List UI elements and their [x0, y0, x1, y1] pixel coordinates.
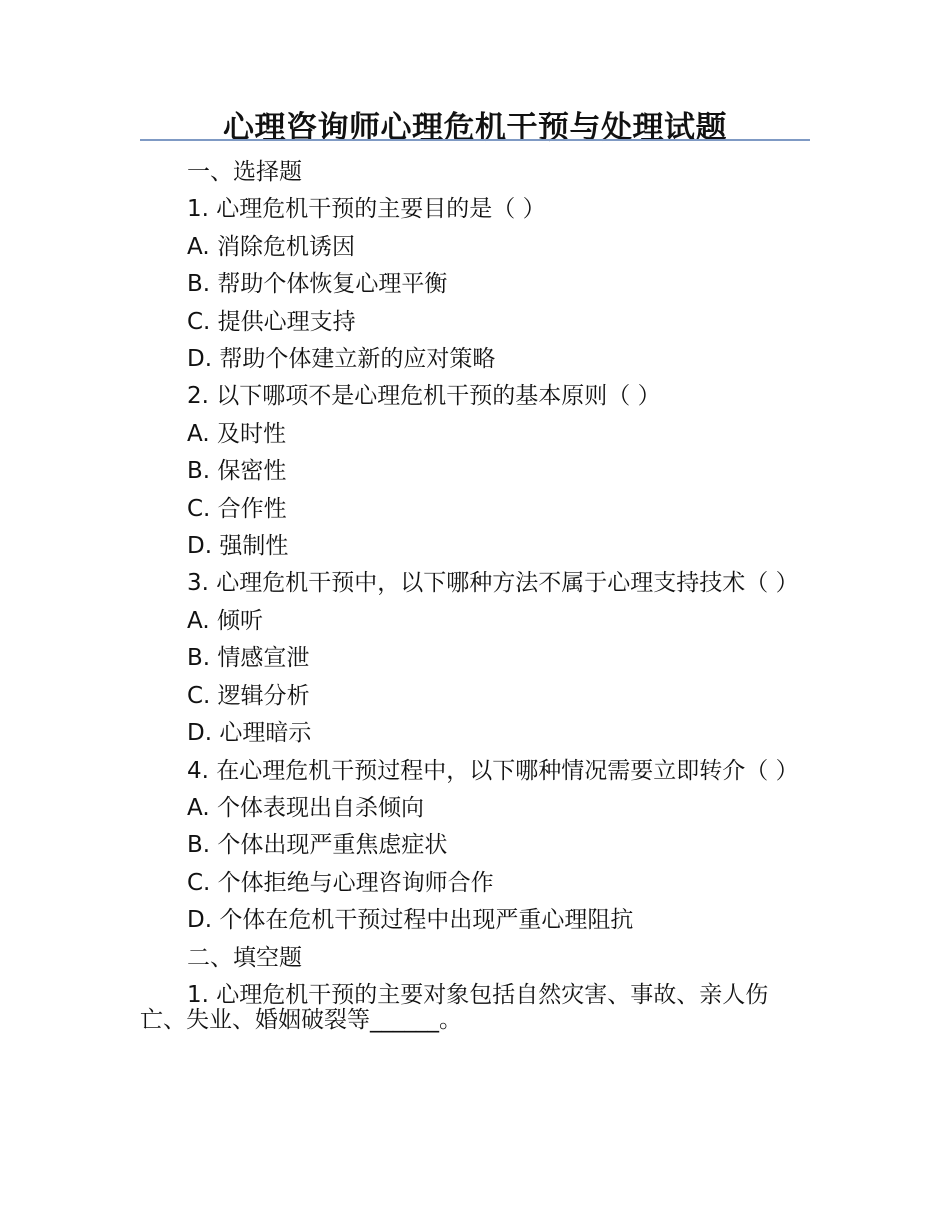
answer-option: A. 个体表现出自杀倾向 [187, 794, 424, 821]
answer-option: A. 倾听 [187, 607, 263, 634]
answer-option: A. 消除危机诱因 [187, 233, 355, 260]
answer-option: D. 帮助个体建立新的应对策略 [187, 346, 496, 373]
section-heading-fill-blank: 二、填空题 [187, 944, 302, 971]
document-body [140, 154, 810, 1033]
question-stem: 3. 心理危机干预中，以下哪种方法不属于心理支持技术（ ） [187, 570, 799, 597]
answer-option: B. 保密性 [187, 458, 287, 485]
answer-option: D. 心理暗示 [187, 720, 312, 747]
question-stem: 4. 在心理危机干预过程中，以下哪种情况需要立即转介（ ） [187, 757, 799, 784]
page-title: 心理咨询师心理危机干预与处理试题 [223, 110, 727, 146]
answer-option: C. 合作性 [187, 495, 287, 522]
fill-blank-question: 1. 心理危机干预的主要对象包括自然灾害、事故、亲人伤亡、失业、婚姻破裂等______。 [140, 981, 769, 1033]
answer-option: B. 帮助个体恢复心理平衡 [187, 271, 448, 298]
answer-option: C. 个体拒绝与心理咨询师合作 [187, 869, 494, 896]
answer-option: B. 个体出现严重焦虑症状 [187, 832, 448, 859]
answer-option: D. 强制性 [187, 533, 289, 560]
answer-option: C. 逻辑分析 [187, 682, 310, 709]
answer-option: B. 情感宣泄 [187, 645, 310, 672]
answer-option: C. 提供心理支持 [187, 308, 356, 335]
title-divider [140, 139, 810, 141]
question-stem: 1. 心理危机干预的主要目的是（ ） [187, 196, 546, 223]
question-stem: 2. 以下哪项不是心理危机干预的基本原则（ ） [187, 383, 661, 410]
answer-option: D. 个体在危机干预过程中出现严重心理阻抗 [187, 907, 634, 934]
answer-option: A. 及时性 [187, 420, 286, 447]
section-heading-choice: 一、选择题 [187, 159, 302, 185]
